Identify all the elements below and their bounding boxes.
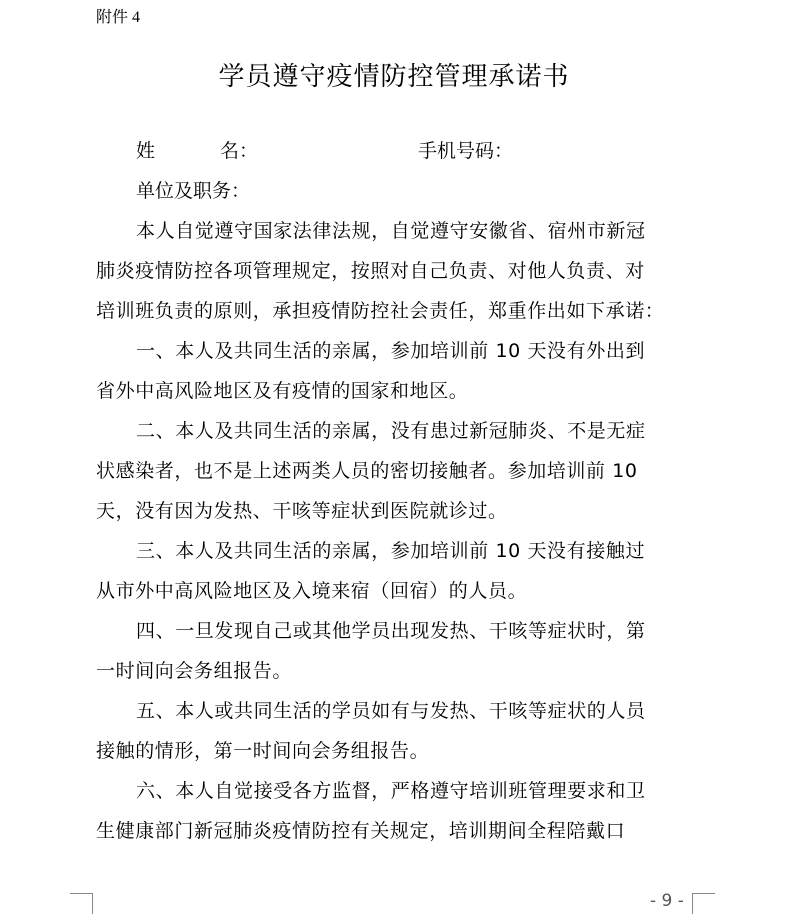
body-line: 状感染者，也不是上述两类人员的密切接触者。参加培训前 10 [96,460,638,482]
body-line: 肺炎疫情防控各项管理规定，按照对自己负责、对他人负责、对 [96,260,645,282]
body-line: 培训班负责的原则，承担疫情防控社会责任，郑重作出如下承诺： [96,300,665,322]
body-line: 省外中高风险地区及有疫情的国家和地区。 [96,380,469,402]
body-line: 生健康部门新冠肺炎疫情防控有关规定，培训期间全程陪戴口 [96,820,626,842]
attachment-label [96,6,140,29]
crop-mark-left [70,893,93,914]
body-line: 二、本人及共同生活的亲属，没有患过新冠肺炎、不是无症 [136,420,646,442]
body-line: 五、本人或共同生活的学员如有与发热、干咳等症状的人员 [136,700,646,722]
body-line: 一、本人及共同生活的亲属，参加培训前 10 天没有外出到 [136,340,646,362]
document-title: 学员遵守疫情防控管理承诺书 [218,62,570,92]
body-line: 三、本人及共同生活的亲属，参加培训前 10 天没有接触过 [136,540,646,562]
name-label-part2: 名： [220,140,259,162]
body-line: 一时间向会务组报告。 [96,660,293,682]
body-line: 本人自觉遵守国家法律法规，自觉遵守安徽省、宿州市新冠 [136,220,646,242]
body-line: 接触的情形，第一时间向会务组报告。 [96,740,430,762]
crop-mark-right [692,893,715,914]
attachment-number: 4 [132,9,141,26]
name-label-part1: 姓 [136,140,156,162]
attachment-label-text: 附件 [96,7,129,26]
unit-position-label: 单位及职务： [136,180,251,202]
phone-label: 手机号码： [418,140,514,162]
body-line: 从市外中高风险地区及入境来宿（回宿）的人员。 [96,580,528,602]
body-line: 天，没有因为发热、干咳等症状到医院就诊过。 [96,500,508,522]
page-number: - 9 - [650,891,684,911]
body-line: 六、本人自觉接受各方监督，严格遵守培训班管理要求和卫 [136,780,646,802]
body-line: 四、一旦发现自己或其他学员出现发热、干咳等症状时，第 [136,620,646,642]
